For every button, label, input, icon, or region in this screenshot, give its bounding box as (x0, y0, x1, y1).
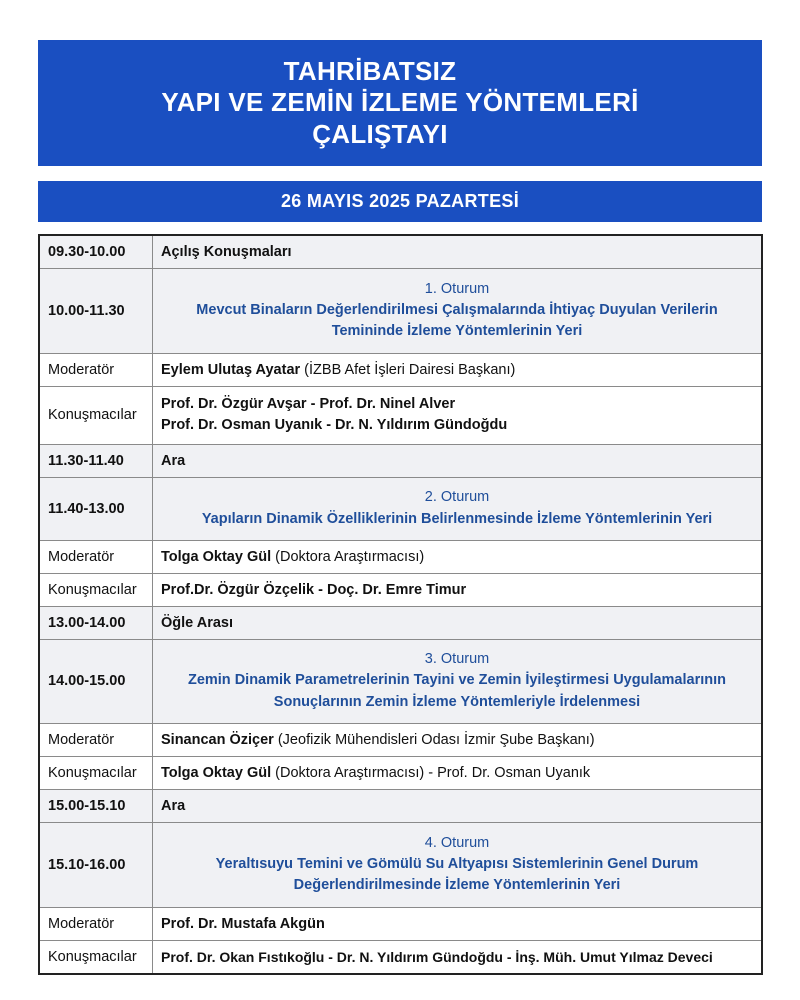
table-row (39, 940, 762, 974)
session-cell (153, 268, 763, 353)
table-row (39, 353, 762, 386)
table-row (39, 723, 762, 756)
table-row (39, 444, 762, 477)
activity-cell: Öğle Arası (153, 606, 763, 639)
activity-cell: Ara (153, 789, 763, 822)
speaker-line: Prof. Dr. Özgür Avşar - Prof. Dr. Ninel Alver (161, 395, 456, 412)
time-cell: 09.30-10.00 (39, 235, 153, 268)
table-row (39, 573, 762, 606)
person-name: Tolga Oktay Gül (161, 548, 272, 565)
person-name: Eylem Ulutaş Ayatar (161, 361, 301, 378)
event-title-line-1: TAHRİBATSIZ (283, 56, 457, 87)
time-cell: 14.00-15.00 (39, 639, 153, 723)
role-label: Konuşmacılar (39, 573, 153, 606)
session-cell (153, 639, 763, 723)
program-table (38, 234, 763, 975)
role-label: Moderatör (39, 723, 153, 756)
activity-cell: Açılış Konuşmaları (153, 235, 763, 268)
role-label: Moderatör (39, 540, 153, 573)
session-title-line: Zemin Dinamik Parametrelerinin Tayini ve Zemin İyileştirmesi Uygulamalarının (187, 672, 727, 689)
session-title-line: Yeraltısuyu Temini ve Gömülü Su Altyapısı Sistemlerinin Genel Durum (215, 855, 699, 872)
person-cell: Prof.Dr. Özgür Özçelik - Doç. Dr. Emre Timur (153, 573, 763, 606)
session-title-line: Temininde İzleme Yöntemlerinin Yeri (331, 323, 583, 339)
person-name: Tolga Oktay Gül (161, 764, 272, 781)
session-number: 2. Oturum (424, 489, 490, 506)
role-label: Konuşmacılar (39, 940, 153, 974)
event-title-line-3: ÇALIŞTAYI (312, 118, 448, 149)
person-affiliation: (Jeofizik Mühendisleri Odası İzmir Şube Başkanı) (273, 731, 595, 748)
table-row (39, 907, 762, 940)
table-row (39, 540, 762, 573)
table-row (39, 386, 762, 444)
role-label: Konuşmacılar (39, 756, 153, 789)
table-row (39, 235, 762, 268)
table-row (39, 477, 762, 540)
event-date: 26 MAYIS 2025 PAZARTESİ (281, 191, 519, 211)
role-label: Konuşmacılar (39, 386, 153, 444)
person-cell (153, 756, 763, 789)
person-cell (153, 540, 763, 573)
session-title-line: Mevcut Binaların Değerlendirilmesi Çalışmalarında İhtiyaç Duyulan Verilerin (196, 301, 718, 318)
time-cell: 15.00-15.10 (39, 789, 153, 822)
speaker-line: Prof. Dr. Osman Uyanık - Dr. N. Yıldırım Gündoğdu (161, 417, 508, 433)
role-label: Moderatör (39, 353, 153, 386)
activity-cell: Ara (153, 444, 763, 477)
time-cell: 11.30-11.40 (39, 444, 153, 477)
time-cell: 15.10-16.00 (39, 822, 153, 907)
person-name: Sinancan Öziçer (161, 731, 274, 748)
session-title-line: Değerlendirilmesinde İzleme Yöntemlerinin Yeri (293, 877, 621, 893)
person-cell (153, 723, 763, 756)
person-cell (153, 353, 763, 386)
person-affiliation: (Doktora Araştırmacısı) (271, 548, 425, 565)
event-title-banner (38, 40, 762, 166)
table-row (39, 789, 762, 822)
session-title-line: Sonuçlarının Zemin İzleme Yöntemleriyle İrdelenmesi (273, 693, 641, 710)
session-number: 3. Oturum (424, 651, 490, 668)
person-affiliation: (İZBB Afet İşleri Dairesi Başkanı) (300, 361, 516, 378)
table-row (39, 756, 762, 789)
person-cell (153, 386, 763, 444)
session-number: 1. Oturum (424, 280, 490, 297)
time-cell: 11.40-13.00 (39, 477, 153, 540)
person-cell: Prof. Dr. Mustafa Akgün (153, 907, 763, 940)
time-cell: 13.00-14.00 (39, 606, 153, 639)
session-number: 4. Oturum (424, 834, 490, 851)
table-row (39, 268, 762, 353)
session-cell (153, 477, 763, 540)
time-cell: 10.00-11.30 (39, 268, 153, 353)
table-row (39, 822, 762, 907)
role-label: Moderatör (39, 907, 153, 940)
table-row (39, 606, 762, 639)
table-row (39, 639, 762, 723)
session-title-line: Yapıların Dinamik Özelliklerinin Belirlenmesinde İzleme Yöntemlerinin Yeri (201, 510, 713, 527)
person-affiliation: (Doktora Araştırmacısı) - Prof. Dr. Osman Uyanık (271, 764, 591, 781)
person-cell: Prof. Dr. Okan Fıstıkoğlu - Dr. N. Yıldırım Gündoğdu - İnş. Müh. Umut Yılmaz Deveci (153, 940, 763, 974)
event-date-banner (38, 181, 762, 222)
session-cell (153, 822, 763, 907)
event-title-line-2: YAPI VE ZEMİN İZLEME YÖNTEMLERİ (161, 87, 639, 118)
